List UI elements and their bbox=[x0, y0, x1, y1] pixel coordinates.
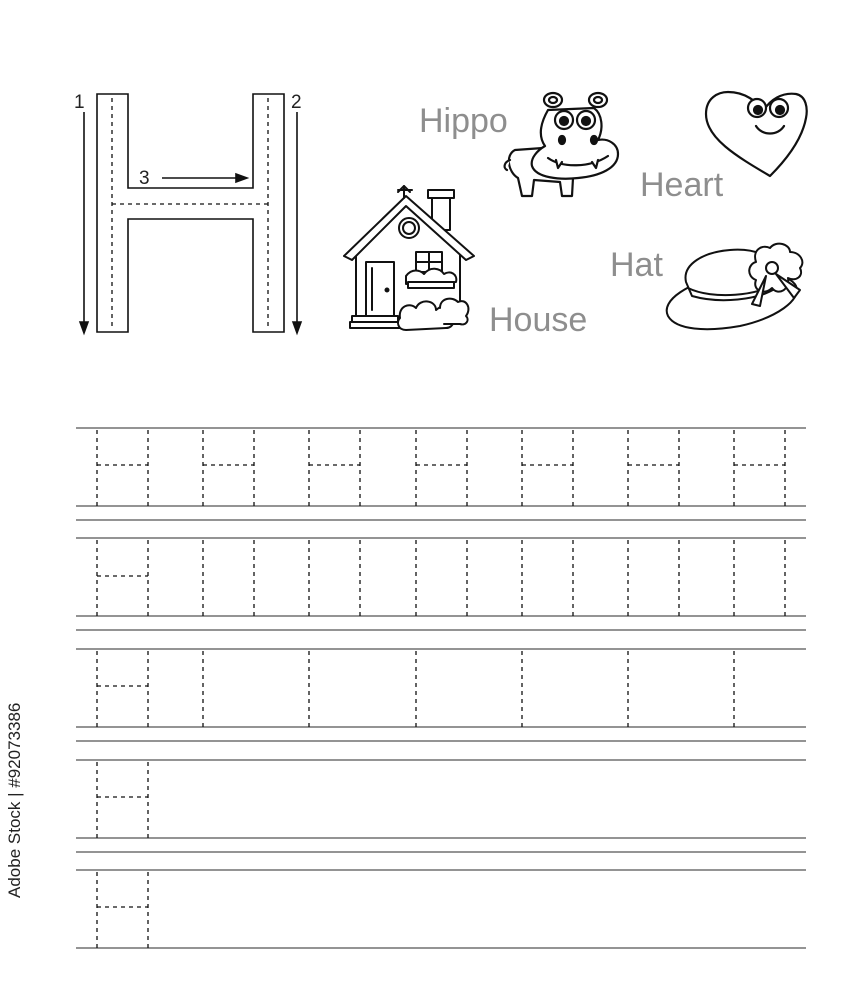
tracing-letter bbox=[203, 430, 254, 506]
stroke-number-2: 2 bbox=[291, 92, 302, 113]
practice-row-2 bbox=[76, 538, 806, 630]
arrow-1-head bbox=[80, 322, 88, 333]
hippo-illustration bbox=[505, 93, 618, 196]
word-hat: Hat bbox=[610, 246, 663, 284]
tracing-letter bbox=[97, 762, 148, 838]
word-hippo: Hippo bbox=[419, 102, 508, 140]
tracing-letter bbox=[734, 430, 785, 506]
practice-row-4 bbox=[76, 760, 806, 852]
tracing-letter bbox=[97, 651, 148, 727]
big-letter-h bbox=[97, 94, 284, 332]
arrow-2-head bbox=[293, 322, 301, 333]
house-illustration bbox=[344, 186, 474, 330]
tracing-letter bbox=[416, 430, 467, 506]
stroke-number-3: 3 bbox=[139, 168, 150, 189]
practice-row-1 bbox=[76, 428, 806, 520]
heart-illustration bbox=[706, 92, 807, 176]
word-heart: Heart bbox=[640, 166, 724, 204]
stroke-number-1: 1 bbox=[74, 92, 85, 113]
tracing-letter bbox=[628, 430, 679, 506]
stock-id-watermark: Adobe Stock | #92073386 bbox=[5, 702, 24, 898]
tracing-letters-row-1 bbox=[97, 430, 785, 506]
vertical-strokes-row-2 bbox=[203, 540, 785, 616]
practice-area bbox=[76, 428, 806, 948]
practice-row-3 bbox=[76, 649, 806, 741]
tracing-letter bbox=[97, 540, 148, 616]
tracing-letter bbox=[522, 430, 573, 506]
word-house: House bbox=[489, 301, 588, 339]
tracing-letter bbox=[309, 430, 360, 506]
tracing-letter bbox=[97, 430, 148, 506]
practice-row-5 bbox=[76, 870, 806, 948]
arrow-3-head bbox=[236, 174, 247, 182]
hat-illustration bbox=[667, 244, 803, 330]
vertical-strokes-row-3 bbox=[203, 651, 734, 727]
tracing-letter bbox=[97, 872, 148, 948]
